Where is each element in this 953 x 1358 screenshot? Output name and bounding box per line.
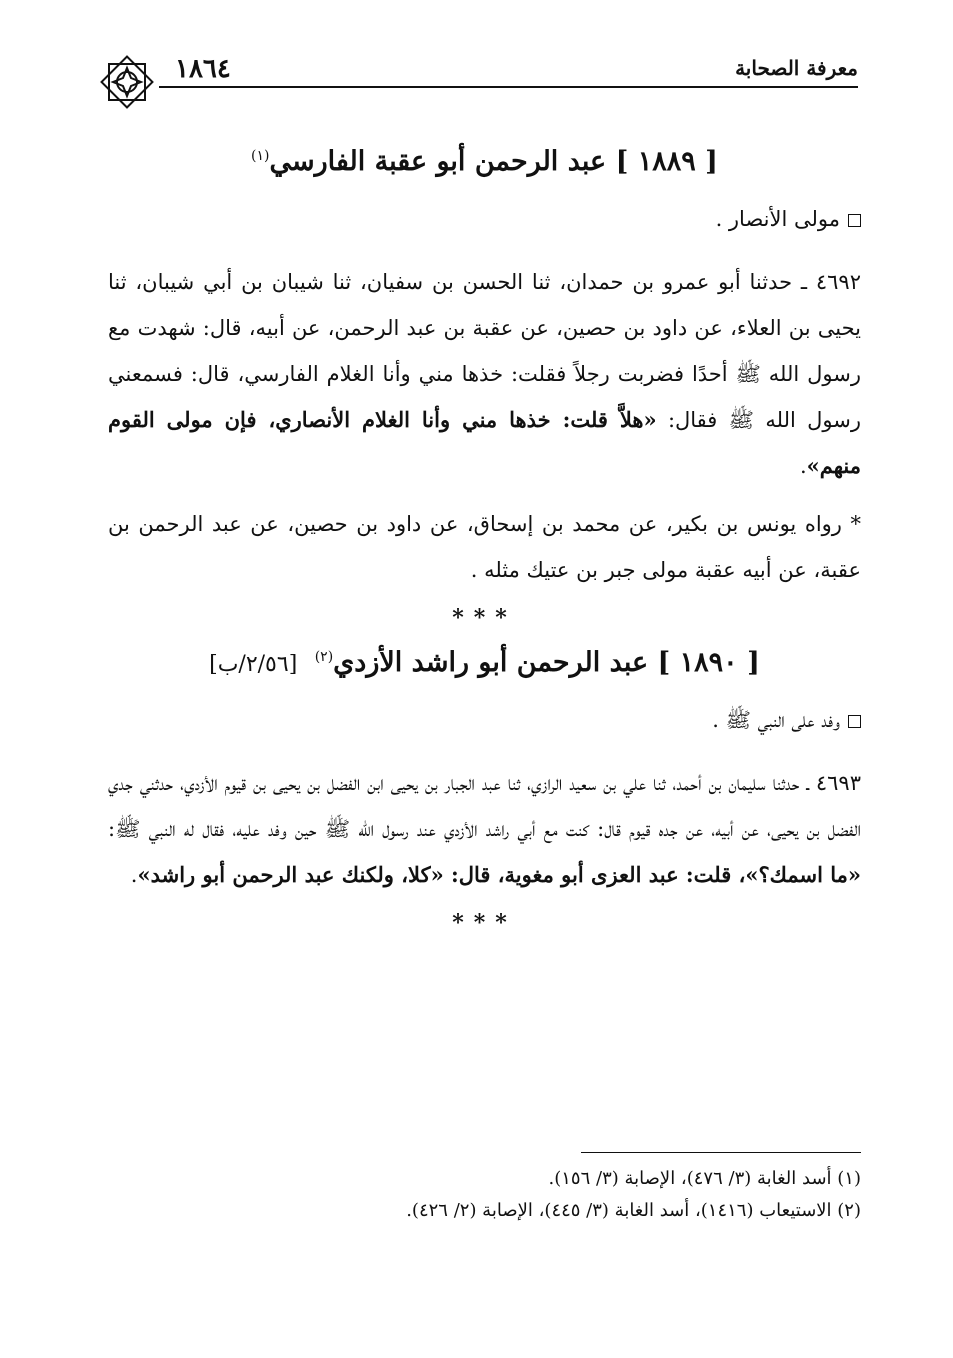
hadith-end: . — [130, 862, 138, 887]
section-separator: *** — [452, 909, 517, 936]
entry-name: عبد الرحمن أبو راشد الأزدي — [333, 646, 649, 678]
hadith-paragraph — [108, 760, 861, 898]
footnote-mark[interactable]: (١) — [251, 148, 270, 164]
page-header — [95, 50, 858, 110]
entry-title — [108, 140, 861, 183]
hadith-text: ٤٦٩٢ ـ حدثنا أبو عمرو بن حمدان، ثنا الحسن بن سفيان، ثنا شيبان بن أبي شيبان، ثنا يحيى بن العلاء، عن داود بن حصين، عن عقبة بن عبد الرحمن، عن أبيه، قال: شهدت مع رسول الله ﷺ أحدًا فضربت رجلاً فقلت: خذها مني وأنا الغلام الفارسي، قال: فسمعني رسول الله ﷺ فقال: — [108, 269, 861, 432]
entry-intro-text: مولى الأنصار . — [715, 207, 840, 232]
entry-intro-text: وفد على النبي ﷺ . — [712, 708, 840, 733]
manuscript-page-ref: [٢/٥٦/ب] — [209, 651, 298, 677]
footnote-rule — [581, 1152, 861, 1153]
entry-number: [ ١٨٩٠ ] — [657, 646, 760, 678]
entry-title — [108, 641, 861, 684]
entry-name: عبد الرحمن أبو عقبة الفارسي — [269, 146, 607, 177]
main-content — [108, 130, 861, 946]
square-bullet-icon — [848, 715, 861, 728]
octagram-ornament-icon — [95, 50, 159, 114]
hadith-quote: «هلاَّ قلت: خذها مني وأنا الغلام الأنصاري، فإن مولى القوم منهم» — [108, 406, 861, 478]
entry-number: [ ١٨٨٩ ] — [615, 146, 718, 177]
entry-intro — [108, 201, 861, 239]
header-rule — [95, 86, 858, 88]
footnotes — [108, 1152, 861, 1227]
footnote-mark[interactable]: (٢) — [314, 648, 334, 665]
footnote-item: (٢) الاستيعاب (١٤١٦)، أسد الغابة (٣/ ٤٤٥)، الإصابة (٢/ ٤٢٦). — [406, 1200, 861, 1221]
page-number: ١٨٦٤ — [175, 54, 231, 84]
square-bullet-icon — [848, 214, 861, 227]
section-separator: *** — [452, 604, 517, 631]
hadith-end: . — [799, 453, 807, 478]
hadith-quote: «ما اسمك؟»، قلت: عبد العزى أبو مغوية، قال: «كلا، ولكنك عبد الرحمن أبو راشد» — [137, 861, 861, 887]
entry-intro — [108, 702, 861, 740]
running-title: معرفة الصحابة — [735, 56, 858, 80]
hadith-text: ٤٦٩٣ ـ حدثنا سليمان بن أحمد، ثنا علي بن سعيد الرازي، ثنا عبد الجبار بن يحيى ابن الفضل بن يحيى بن قيوم الأزدي، حدثني جدي الفضل بن يحيى، عن أبيه، عن جده قيوم قال: كنت مع أبي راشد الأزدي عند رسول الله ﷺ حين وفد عليه، فقال له النبي ﷺ: — [108, 770, 861, 841]
footnote-item: (١) أسد الغابة (٣/ ٤٧٦)، الإصابة (٣/ ١٥٦). — [548, 1168, 861, 1189]
hadith-paragraph — [108, 259, 861, 489]
narration-note: * رواه يونس بن بكير، عن محمد بن إسحاق، عن داود بن حصين، عن عبد الرحمن بن عقبة، عن أبيه عقبة مولى جبر بن عتيك مثله . — [108, 511, 861, 582]
